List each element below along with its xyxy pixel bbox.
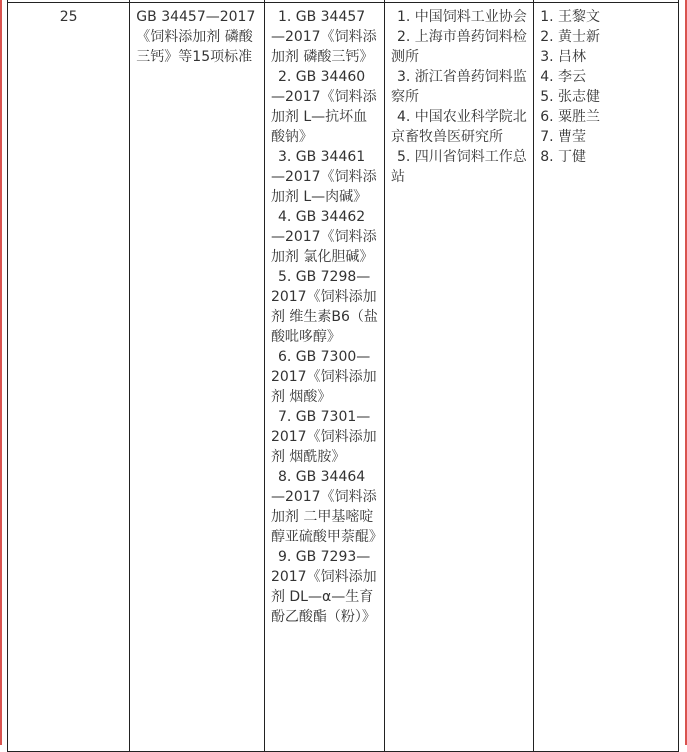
unit-item: 2. 上海市兽药饲料检测所 (390, 29, 527, 65)
person-item: 6. 粟胜兰 (540, 109, 601, 125)
standard-item: 3. GB 34461—2017《饲料添加剂 L—肉碱》 (270, 149, 377, 205)
person-item: 1. 王黎文 (540, 9, 601, 25)
unit-item: 3. 浙江省兽药饲料监察所 (390, 69, 527, 105)
unit-item: 4. 中国农业科学院北京畜牧兽医研究所 (390, 109, 527, 145)
award-table (7, 0, 679, 752)
unit-item: 1. 中国饲料工业协会 (396, 9, 527, 25)
unit-item: 5. 四川省饲料工作总站 (390, 149, 527, 185)
person-item: 2. 黄士新 (540, 29, 601, 45)
standard-item: 5. GB 7298—2017《饲料添加剂 维生素B6（盐酸吡哆醇》 (270, 269, 378, 345)
person-item: 4. 李云 (540, 69, 587, 85)
standards-cell (264, 3, 384, 752)
units-cell (384, 3, 533, 752)
standard-item: 1. GB 34457—2017《饲料添加剂 磷酸三钙》 (270, 9, 377, 65)
standard-item: 7. GB 7301—2017《饲料添加剂 烟酰胺》 (270, 409, 377, 465)
standards-list (270, 7, 383, 627)
person-item: 8. 丁健 (540, 149, 587, 165)
people-cell (534, 3, 679, 752)
person-item: 5. 张志健 (540, 89, 601, 105)
standard-item: 8. GB 34464—2017《饲料添加剂 二甲基嘧啶醇亚硫酸甲萘醌》 (270, 469, 383, 545)
person-item: 7. 曹莹 (540, 129, 587, 145)
project-name: GB 34457—2017《饲料添加剂 磷酸三钙》等15项标准 (130, 3, 265, 752)
row-number: 25 (8, 3, 130, 752)
people-list (540, 7, 672, 167)
units-list (391, 7, 527, 187)
person-item: 3. 吕林 (540, 49, 587, 65)
standard-item: 6. GB 7300—2017《饲料添加剂 烟酸》 (270, 349, 377, 405)
standard-item: 4. GB 34462—2017《饲料添加剂 氯化胆碱》 (270, 209, 377, 265)
standard-item: 2. GB 34460—2017《饲料添加剂 L—抗坏血酸钠》 (270, 69, 377, 145)
standard-item: 9. GB 7293—2017《饲料添加剂 DL—α—生育酚乙酸酯（粉）》 (270, 549, 377, 625)
table-row (8, 3, 679, 752)
